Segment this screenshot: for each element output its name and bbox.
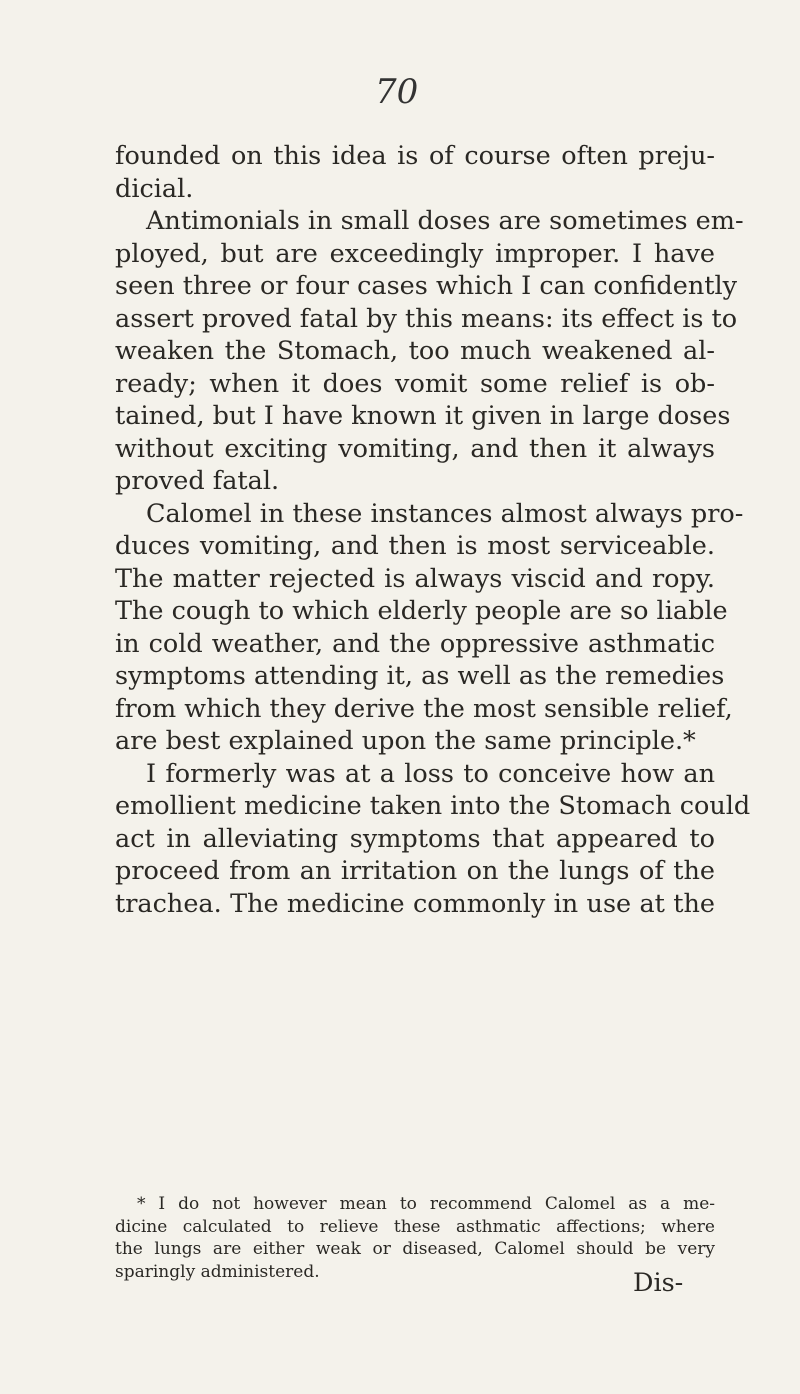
- text-line: without exciting vomiting, and then it always: [115, 433, 715, 464]
- text-line: seen three or four cases which I can confidently: [115, 271, 738, 301]
- text-line: assert proved fatal by this means: its effect is to: [115, 303, 738, 334]
- text-line: I formerly was at a loss to conceive how an: [146, 758, 715, 789]
- text-line: Calomel in these instances almost always pro-: [146, 498, 744, 529]
- text-line: founded on this idea is of course often preju-: [115, 141, 715, 171]
- text-line: weaken the Stomach, too much weakened al-: [115, 336, 715, 366]
- footnote-line: dicine calculated to relieve these asthmatic affections; where: [115, 1216, 715, 1237]
- text-line: trachea. The medicine commonly in use at the: [115, 888, 715, 919]
- footnote-line: sparingly administered.: [115, 1261, 320, 1282]
- text-line: The cough to which elderly people are so liable: [115, 596, 728, 626]
- text-line: in cold weather, and the oppressive asthmatic: [115, 628, 715, 659]
- footnote-line: the lungs are either weak or diseased, Calomel should be very: [115, 1239, 715, 1259]
- text-line: ready; when it does vomit some relief is ob-: [115, 368, 715, 399]
- body-text: [115, 140, 751, 920]
- text-line: ployed, but are exceedingly improper. I have: [115, 238, 715, 269]
- text-line: symptoms attending it, as well as the remedies: [115, 661, 725, 691]
- text-line: duces vomiting, and then is most serviceable.: [115, 531, 715, 561]
- text-line: proved fatal.: [115, 466, 280, 496]
- text-line: emollient medicine taken into the Stomach could: [115, 791, 751, 821]
- text-line: act in alleviating symptoms that appeared to: [115, 823, 715, 854]
- footnote-line: * I do not however mean to recommend Calomel as a me-: [137, 1194, 715, 1214]
- text-line: tained, but I have known it given in large doses: [115, 401, 731, 431]
- text-line: Antimonials in small doses are sometimes em-: [146, 206, 744, 236]
- text-line: proceed from an irritation on the lungs of the: [115, 856, 715, 886]
- text-line: are best explained upon the same principle.*: [115, 726, 696, 756]
- text-line: The matter rejected is always viscid and ropy.: [115, 563, 715, 594]
- text-line: from which they derive the most sensible relief,: [115, 693, 733, 724]
- page-number: 70: [375, 72, 419, 112]
- footnote: [115, 1193, 715, 1283]
- catchword: Dis-: [633, 1268, 684, 1298]
- text-line: dicial.: [115, 173, 194, 204]
